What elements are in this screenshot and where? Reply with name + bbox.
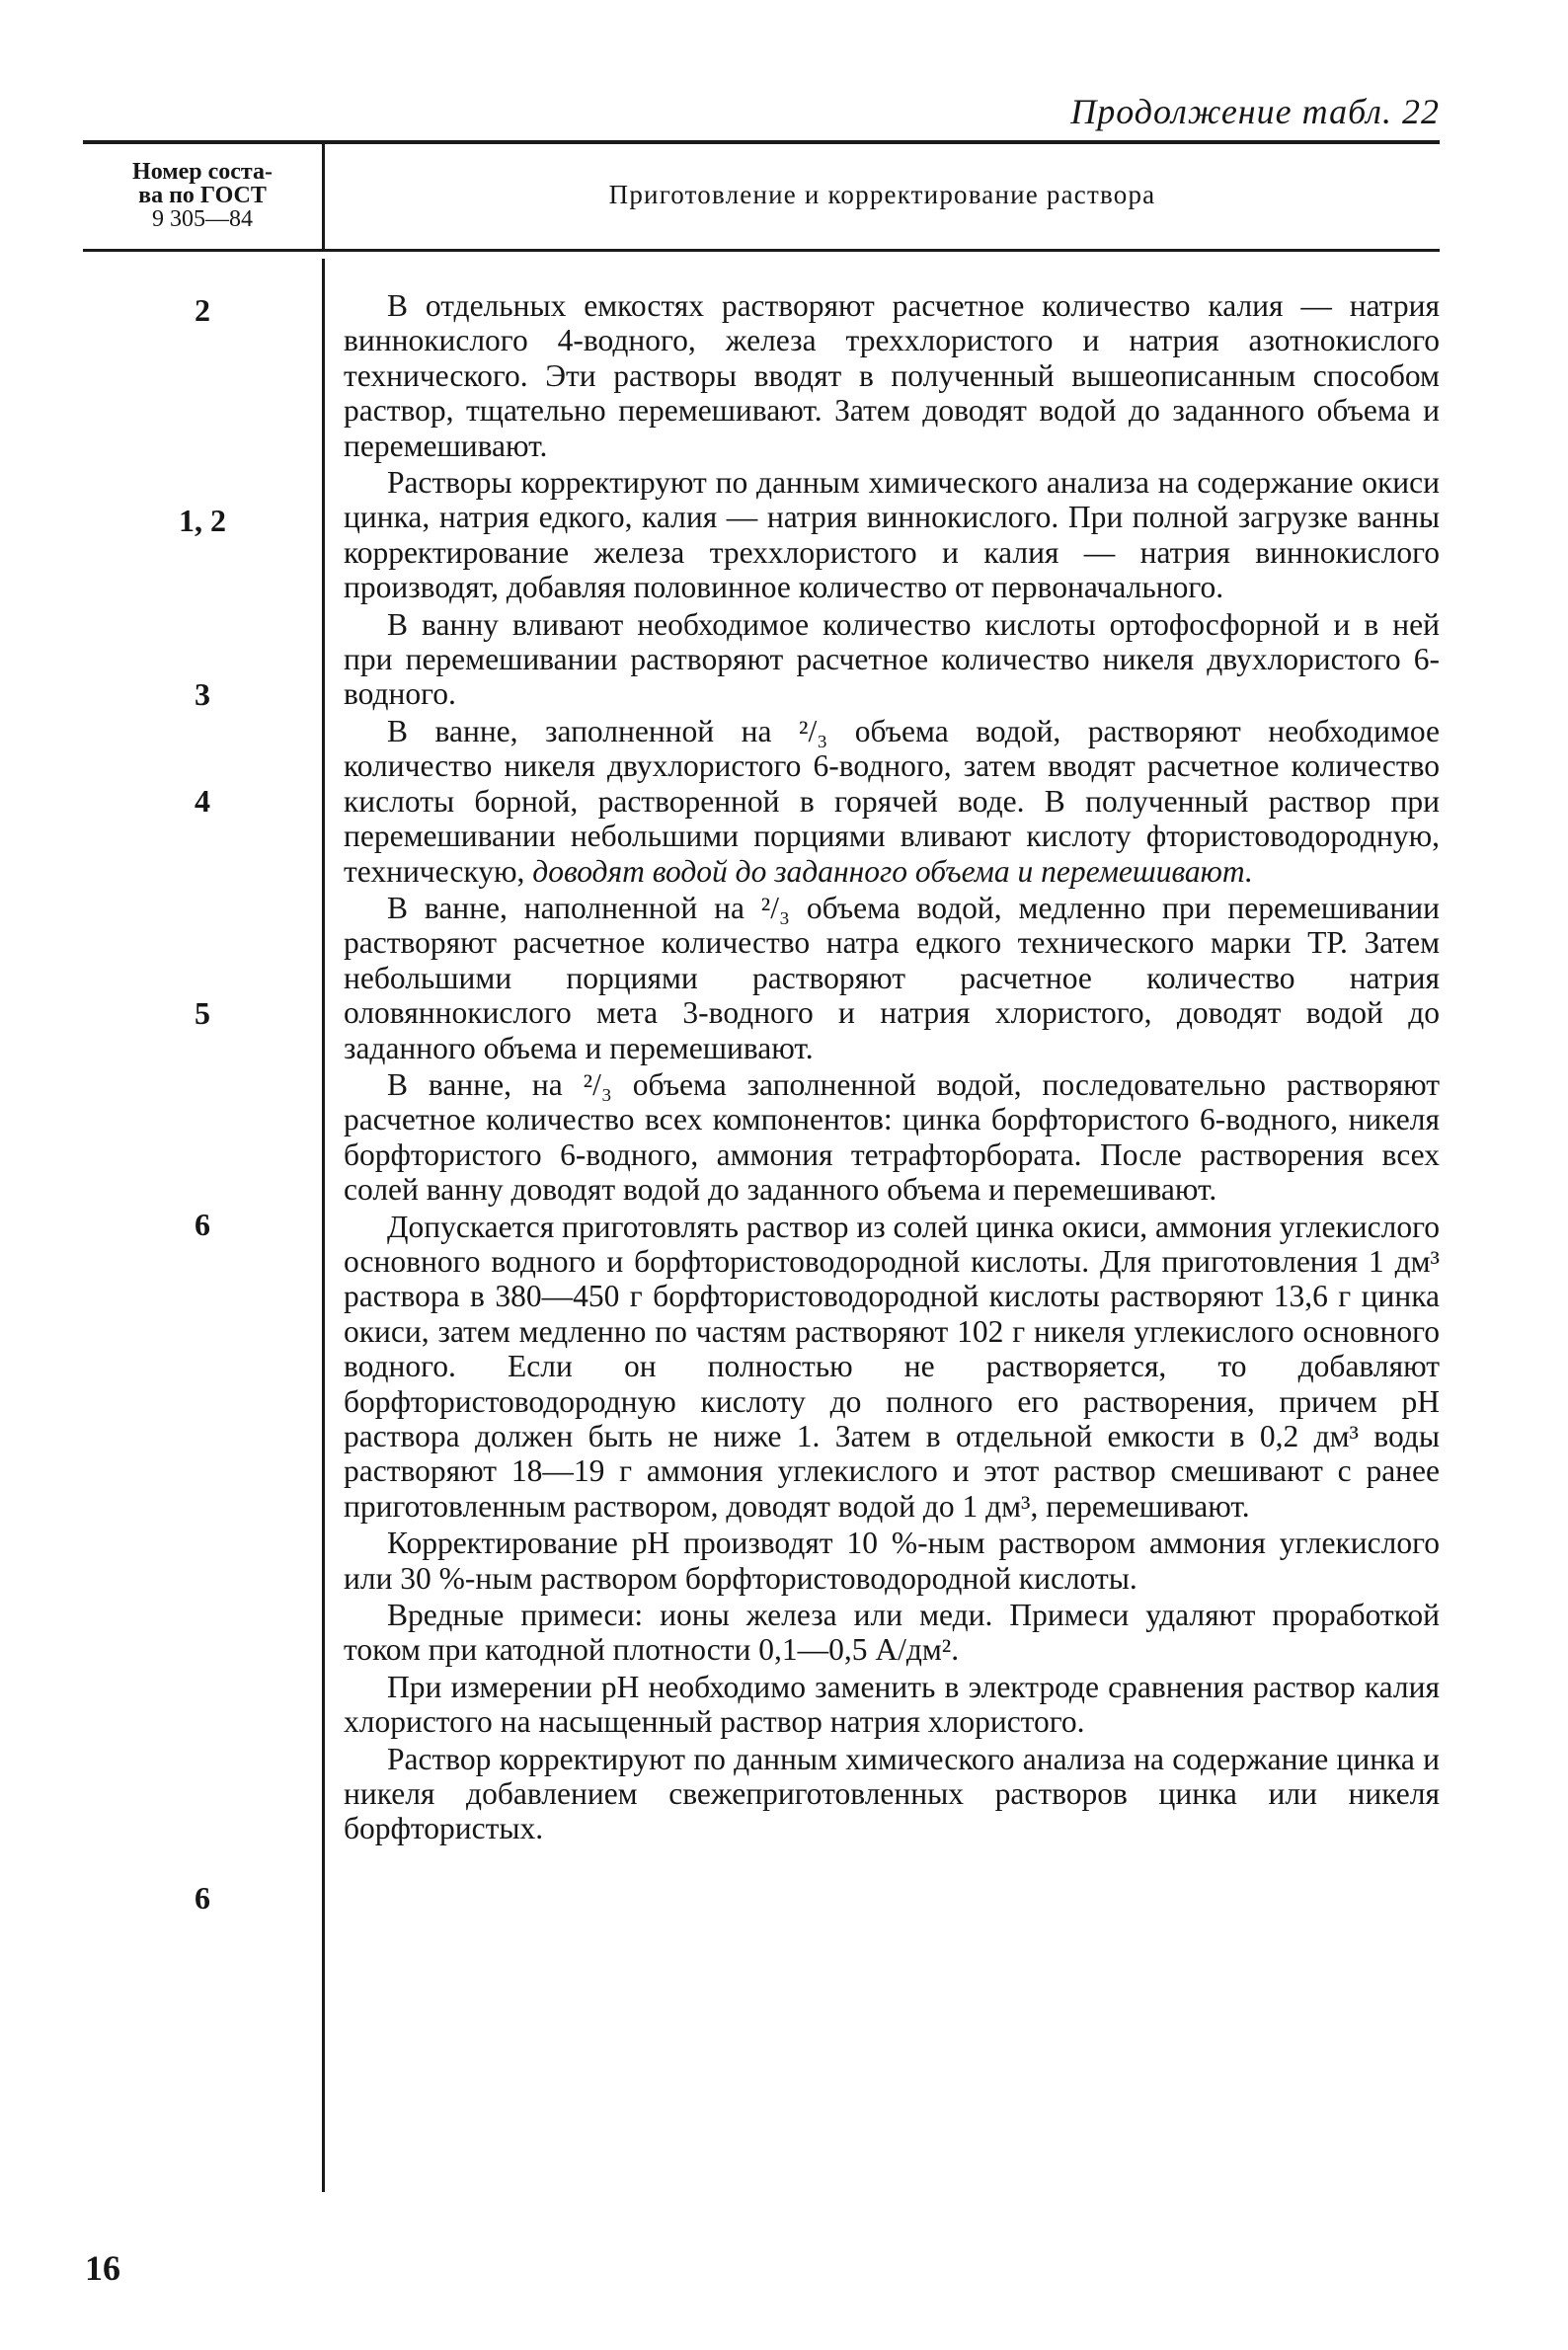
body-column-divider xyxy=(322,259,325,2192)
paragraph-italic-tail: доводят водой до заданного объема и перемешивают. xyxy=(532,853,1253,889)
preparation-text xyxy=(344,288,1440,1848)
column-header-line: Номер соста- xyxy=(132,159,273,185)
paragraph xyxy=(344,714,1440,889)
column-header-composition-number xyxy=(83,160,322,231)
paragraph: В отдельных емкостях растворяют расчетное количество калия — натрия виннокислого 4-водного, железа треххлористого и натрия азотнокислого технического. Эти растворы вводят в полученный вышеописанным способом раствор, тщательно перемешивают. Затем доводят водой до заданного объема и перемешивают. xyxy=(344,288,1440,463)
header-bottom-rule xyxy=(83,249,1440,252)
column-header-line: 9 305—84 xyxy=(152,206,253,232)
paragraph: Допускается приготовлять раствор из солей цинка окиси, аммония углекислого основного водного и борфтористоводородной кислоты. Для приготовления 1 дм³ раствора в 380—450 г борфтористоводородной кислоты растворяют 13,6 г цинка окиси, затем медленно по частям растворяют 102 г никеля углекислого основного водного. Если он полностью не растворяется, то добавляют борфтористоводородную кислоту до полного его растворения, причем pH раствора должен быть не ниже 1. Затем в отдельной емкости в 0,2 дм³ воды растворяют 18—19 г аммония углекислого и этот раствор смешивают с ранее приготовленным раствором, доводят водой до 1 дм³, перемешивают. xyxy=(344,1209,1440,1524)
row-number: 5 xyxy=(195,995,210,1031)
paragraph: В ванне, наполненной на ²/₃ объема водой, медленно при перемешивании растворяют расчетное количество натра едкого технического марки ТР. Затем небольшими порциями растворяют расчетное количество натрия оловяннокислого мета 3-водного и натрия хлористого, доводят водой до заданного объема и перемешивают. xyxy=(344,890,1440,1065)
paragraph: При измерении pH необходимо заменить в электроде сравнения раствор калия хлористого на насыщенный раствор натрия хлористого. xyxy=(344,1669,1440,1740)
row-number: 4 xyxy=(195,783,210,819)
row-number: 6 xyxy=(195,1880,210,1916)
paragraph: В ванну вливают необходимое количество кислоты ортофосфорной и в ней при перемешивании растворяют расчетное количество никеля двухлористого 6-водного. xyxy=(344,606,1440,712)
table-top-rule xyxy=(83,140,1440,144)
row-number: 1, 2 xyxy=(179,503,226,538)
row-number: 3 xyxy=(195,676,210,712)
page-number: 16 xyxy=(85,2248,120,2288)
table-continuation-caption: Продолжение табл. 22 xyxy=(1070,92,1440,131)
paragraph: В ванне, на ²/₃ объема заполненной водой, последовательно растворяют расчетное количество всех компонентов: цинка борфтористого 6-водного, никеля борфтористого 6-водного, аммония тетрафторбората. После растворения всех солей ванну доводят водой до заданного объема и перемешивают. xyxy=(344,1066,1440,1208)
row-number: 6 xyxy=(195,1207,210,1242)
row-number: 2 xyxy=(195,292,210,328)
column-header-preparation: Приготовление и корректирование раствора xyxy=(608,180,1156,209)
paragraph-text: В ванне, заполненной на ²/₃ объема водой, растворяют необходимое количество никеля двухлористого 6-водного, затем вводят расчетное количество кислоты борной, растворенной в горячей воде. В полученный раствор при перемешивании небольшими порциями вливают кислоту фтористоводородную, техническую, xyxy=(344,713,1440,889)
column-header-line: ва по ГОСТ xyxy=(138,183,267,208)
paragraph: Вредные примеси: ионы железа или меди. Примеси удаляют проработкой током при катодной плотности 0,1—0,5 А/дм². xyxy=(344,1598,1440,1668)
paragraph: Растворы корректируют по данным химического анализа на содержание окиси цинка, натрия едкого, калия — натрия виннокислого. При полной загрузке ванны корректирование железа треххлористого и калия — натрия виннокислого производят, добавляя половинное количество от первоначального. xyxy=(344,465,1440,605)
paragraph: Раствор корректируют по данным химического анализа на содержание цинка и никеля добавлением свежеприготовленных растворов цинка или никеля борфтористых. xyxy=(344,1741,1440,1846)
paragraph: Корректирование pH производят 10 %-ным раствором аммония углекислого или 30 %-ным раствором борфтористоводородной кислоты. xyxy=(344,1526,1440,1596)
